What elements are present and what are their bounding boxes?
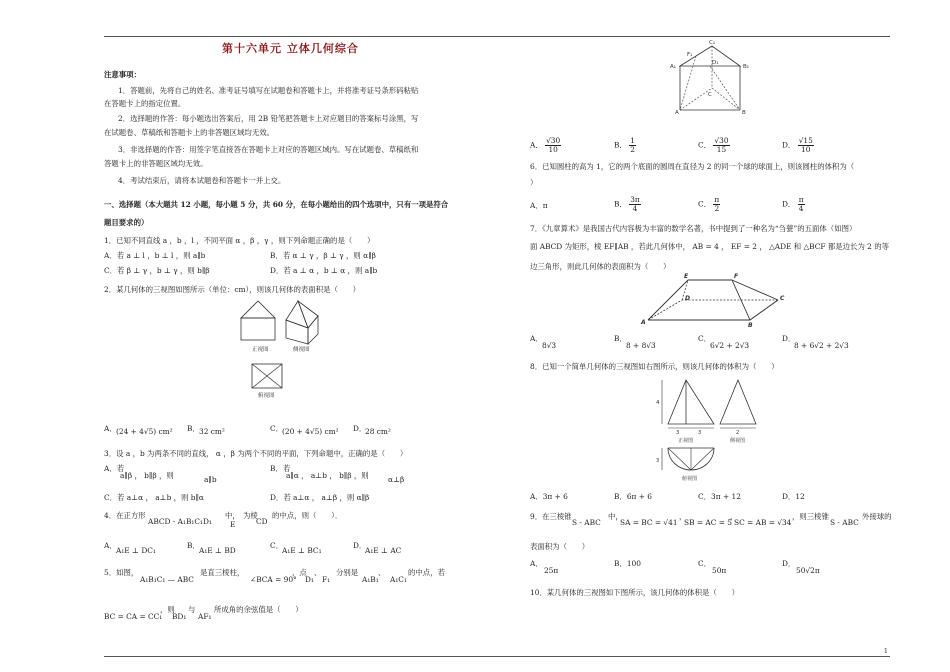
q5-option-b: [614, 137, 636, 154]
q4-stem-point: E: [230, 520, 236, 529]
q8-stem: 8．已知一个简单几何体的三视图如右图所示，则该几何体的体积为（ ）: [530, 362, 779, 371]
q6-option-c: [698, 196, 720, 213]
prism-label-c: C: [708, 92, 712, 98]
q6-option-b-label: B．: [614, 199, 627, 209]
q2-option-b-value: 32 cm²: [199, 427, 225, 436]
q4-stem-edge: CD: [256, 517, 268, 526]
q4-option-b-value: A₁E ⊥ BD: [199, 546, 236, 555]
q7-stem: 7．《九章算术》是我国古代内容极为丰富的数学名著，书中提到了一种名为“刍甍”的五面体（如图）: [530, 224, 857, 233]
q8-dim-top-depth: 3: [656, 458, 660, 464]
q2-option-c-label: C．: [270, 424, 284, 433]
prism-label-d1: D₁: [712, 60, 719, 66]
q5-option-a-fraction: [545, 137, 561, 154]
page-number: 1: [884, 648, 888, 655]
q3-option-b-prefix: B．若: [270, 464, 291, 473]
q9-stem-part: ，则三棱锥: [792, 512, 829, 521]
numerator: π: [714, 195, 720, 204]
q5-option-c: [698, 137, 730, 154]
section-heading-cont: 题目要求的）: [104, 218, 149, 227]
q9-stem-part: 9．在三棱锥: [530, 512, 572, 521]
numerator: 3π: [630, 195, 640, 204]
q4-stem-part: 的中点，则（ ）．: [272, 511, 343, 520]
q4-stem-part: 中，: [225, 511, 240, 520]
q9-condition-sb: SB = AC = 5: [684, 518, 732, 527]
notice-line: 2．选择题的作答：每小题选出答案后，用 2B 铅笔把答题卡上对应题目的答案标号涂黑，写: [118, 114, 419, 123]
q2-top-view-label: 俯视图: [258, 393, 275, 399]
q2-stem: 2．某几何体的三视图如图所示（单位：cm），则该几何体的表面积是（ ）: [104, 285, 361, 294]
q3-option-c: C．若 a⊥α ， a⊥b ，则 b∥α: [104, 493, 204, 502]
q7-option-a-value: 8√3: [542, 341, 557, 350]
q3-option-a-conclusion: a∥b: [204, 475, 217, 484]
q9-option-c-label: C．: [698, 559, 712, 568]
q2-option-d-value: 28 cm²: [365, 427, 391, 436]
prism-label-a: A: [675, 110, 679, 116]
q6-option-b-fraction: [629, 196, 641, 213]
q8-dim-front-left: 3: [676, 430, 680, 436]
q8-dim-front-right: 3: [698, 430, 702, 436]
numerator: √30: [546, 136, 561, 145]
q5-stem-part: 分别是: [336, 568, 359, 577]
q9-stem-cont: 表面积为（ ）: [530, 542, 590, 551]
q6-stem-cont: ）: [530, 178, 538, 187]
q5-stem-part: ，点: [292, 568, 307, 577]
section-heading: 一、选择题（本大题共 12 小题，每小题 5 分，共 60 分，在每小题给出的四个选项中，只有一项是符合: [104, 200, 449, 209]
q5-stem-part: ，则: [160, 605, 175, 614]
q5-stem-part: 、: [314, 568, 322, 577]
numerator: √15: [798, 136, 813, 145]
numerator: 1: [630, 136, 635, 145]
q3-option-b-conclusion: α⊥β: [388, 475, 405, 484]
q8-option-a: A．3π + 6: [530, 492, 568, 501]
prism-label-f1: F₁: [687, 52, 693, 58]
q3-stem: 3．设 a ，b 为两条不同的直线， α ，β 为两个不同的平面，下列命题中，正确的是（ ）: [104, 449, 408, 458]
q5-segment-a1c1: A₁C₁: [390, 575, 407, 584]
q7-option-c-value: 6√2 + 2√3: [710, 341, 750, 350]
page-title: 第十六单元 立体几何综合: [222, 42, 359, 55]
q9-option-a-label: A．: [530, 559, 543, 568]
q7-label-c: C: [780, 295, 785, 302]
q2-option-c-value: (20 + 4√5) cm²: [282, 427, 339, 436]
q4-option-a-value: A₁E ⊥ DC₁: [116, 546, 156, 555]
q9-condition-sc: SC = AB = √34: [734, 518, 792, 527]
q6-option-d-label: D．: [782, 199, 796, 209]
q7-stem-cont: 面 ABCD 为矩形，棱 EF∥AB ，若此几何体中， AB = 4 ， EF = 2 ， △ADE 和 △BCF 都是边长为 2 的等: [530, 242, 890, 251]
q9-option-a-value: 25π: [544, 566, 559, 575]
q1-stem: 1．已知不同直线 a ，b ，l ，不同平面 α ，β ，γ ，则下列命题正确的是（ ）: [104, 236, 375, 245]
q8-option-d: D．12: [782, 492, 805, 501]
q5-angle: ∠BCA = 90°: [250, 575, 297, 584]
q4-option-b-label: B．: [187, 541, 200, 550]
q9-stem-part: 中，: [608, 512, 623, 521]
q7-label-a: A: [641, 319, 646, 326]
q5-option-a-label: A．: [530, 140, 543, 150]
q3-option-a-condition: a∥β ， b∥β ，则: [120, 471, 174, 480]
q9-option-d-label: D．: [782, 559, 796, 568]
q6-stem: 6．已知圆柱的高为 1，它的两个底面的圆周在直径为 2 的同一个球的球面上，则该圆柱的体积为（: [530, 162, 855, 171]
q7-stem-cont: 边三角形，则此几何体的表面积为（ ）: [530, 262, 671, 271]
q7-option-d-label: D．: [782, 334, 796, 343]
denominator: 10: [548, 145, 558, 154]
q5-option-c-label: C．: [698, 140, 712, 150]
q3-option-d: D．若 a⊥α ， a⊥β ，则 α∥β: [270, 493, 370, 502]
denominator: 2: [714, 204, 720, 213]
q5-segment-a1b1: A₁B₁: [362, 575, 379, 584]
q5-stem-part: 所成角的余弦值是（ ）: [214, 605, 303, 614]
q9-stem-part: ，: [730, 512, 738, 521]
q9-pyramid-ref: S - ABC: [830, 518, 859, 527]
q2-front-view-label: 正视图: [252, 347, 269, 353]
q5-segment-af1: AF₁: [198, 612, 212, 621]
q3-option-b-condition: a∥α ， a⊥b ， b∥β ，则: [286, 471, 369, 480]
q4-option-d-value: A₁E ⊥ AC: [365, 546, 402, 555]
denominator: 4: [798, 204, 804, 213]
q1-option-c: C．若 β ⊥ γ ，b ⊥ γ ，则 b∥β: [104, 266, 210, 275]
prism-label-c1: C₁: [709, 40, 716, 46]
q9-pyramid: S - ABC: [572, 518, 601, 527]
q9-stem-part: ，: [679, 512, 687, 521]
q9-option-d-value: 50√2π: [796, 566, 820, 575]
numerator: √30: [714, 136, 729, 145]
q5-option-c-fraction: [713, 137, 729, 154]
q2-three-view-figure: [238, 298, 328, 413]
notice-heading: 注意事项：: [104, 70, 141, 79]
q8-three-view-figure: [656, 376, 776, 484]
q5-stem-part: 的中点，若: [408, 568, 445, 577]
q5-condition: BC = CA = CC₁: [104, 612, 163, 621]
q4-option-c-value: A₁E ⊥ BC₁: [282, 546, 322, 555]
notice-line: 1．答题前，先将自己的姓名、准考证号填写在试题卷和答题卡上，并将准考证号条形码粘贴: [118, 86, 419, 95]
q7-option-c-label: C．: [698, 334, 712, 343]
q5-prism-figure: [670, 38, 754, 120]
q2-side-view-label: 侧视图: [293, 347, 310, 353]
q5-option-b-label: B．: [614, 140, 627, 150]
prism-label-a1: A₁: [670, 64, 676, 70]
q9-option-c-value: 50π: [712, 566, 727, 575]
q5-option-a: [530, 137, 561, 154]
q7-label-e: E: [684, 273, 689, 280]
q5-segment-bd1: BD₁: [172, 612, 187, 621]
q8-dim-side-width: 2: [736, 430, 740, 436]
q6-option-b: [614, 196, 641, 213]
q5-prism: A₁B₁C₁ — ABC: [140, 575, 194, 584]
q2-option-a-value: (24 + 4√5) cm²: [116, 427, 173, 436]
footer-rule: [104, 656, 890, 657]
notice-line: 3．非选择题的作答：用签字笔直接答在答题卡上对应的答题区域内。写在试题卷、草稿纸和: [118, 145, 419, 154]
notice-line: 在答题卡上的指定位置。: [104, 99, 186, 108]
denominator: 15: [716, 145, 727, 154]
q7-label-b: B: [748, 322, 753, 329]
q5-stem-part: 与: [188, 605, 196, 614]
q5-option-b-fraction: [629, 137, 636, 154]
q5-option-d-fraction: [798, 137, 814, 154]
q5-point-f1: F₁: [322, 575, 331, 584]
prism-label-b1: B₁: [743, 64, 749, 70]
q1-option-d: D．若 a ⊥ α ，b ⊥ α ，则 a∥b: [270, 266, 378, 275]
q7-label-f: F: [734, 273, 739, 280]
q6-option-c-label: C．: [698, 199, 712, 209]
q6-option-c-fraction: [713, 196, 720, 213]
denominator: 4: [632, 204, 638, 213]
q4-stem-part: 为棱: [243, 511, 258, 520]
q5-option-d: [782, 137, 814, 154]
q9-option-b: B．100: [614, 559, 641, 568]
q5-stem-part: 5．如图，: [104, 568, 139, 577]
q8-option-b: B．6π + 6: [614, 492, 652, 501]
q1-option-b: B．若 α ⊥ γ ，β ⊥ γ ，则 α∥β: [270, 251, 376, 260]
q8-top-view-label: 俯视图: [682, 476, 698, 482]
q5-stem-part: 、: [378, 568, 386, 577]
q6-option-d-fraction: [798, 196, 805, 213]
q6-option-a: A．π: [530, 201, 548, 210]
q8-side-view-label: 侧视图: [730, 438, 746, 444]
q5-point-d1: D₁: [305, 575, 314, 584]
q7-label-d: D: [685, 295, 690, 302]
q5-option-d-label: D．: [782, 140, 796, 150]
notice-line: 答题卡上的非答题区域均无效。: [104, 159, 208, 168]
denominator: 10: [801, 145, 811, 154]
q10-stem: 10．某几何体的三视图如下图所示，该几何体的体积是（ ）: [530, 588, 739, 597]
q8-option-c: C．3π + 12: [698, 492, 741, 501]
q7-solid-figure: [640, 272, 790, 329]
q2-option-d-label: D．: [353, 424, 367, 433]
q8-dim-height: 4: [656, 400, 660, 406]
q5-stem-part: 是直三棱柱，: [200, 568, 245, 577]
q4-stem-cube: ABCD - A₁B₁C₁D₁: [148, 517, 212, 526]
q7-option-a-label: A．: [530, 334, 543, 343]
q4-option-a-label: A．: [104, 541, 117, 550]
q1-option-a: A．若 a ⊥ l ，b ⊥ l ，则 a∥b: [104, 251, 206, 260]
denominator: 2: [630, 145, 635, 154]
q7-option-b-value: 8 + 8√3: [626, 341, 656, 350]
prism-label-b: B: [742, 110, 746, 116]
notice-line: 在试题卷、草稿纸和答题卡上的非答题区域均无效。: [104, 128, 274, 137]
q4-option-d-label: D．: [353, 541, 367, 550]
q6-option-d: [782, 196, 805, 213]
q2-option-b-label: B．: [187, 424, 200, 433]
q7-option-b-label: B．: [614, 334, 627, 343]
q9-stem-part: 外接球的: [862, 512, 892, 521]
numerator: π: [798, 195, 804, 204]
notice-line: 4．考试结束后，请将本试题卷和答题卡一并上交。: [118, 176, 286, 185]
q4-stem-part: 4．在正方形: [104, 511, 146, 520]
q3-option-a-prefix: A．若: [104, 464, 125, 473]
q9-condition-sa: SA = BC = √41: [620, 518, 678, 527]
q2-option-a-label: A．: [104, 424, 117, 433]
q7-option-d-value: 8 + 6√2 + 2√3: [794, 341, 849, 350]
q8-front-view-label: 正视图: [678, 438, 694, 444]
header-rule: [104, 36, 890, 37]
q4-option-c-label: C．: [270, 541, 284, 550]
